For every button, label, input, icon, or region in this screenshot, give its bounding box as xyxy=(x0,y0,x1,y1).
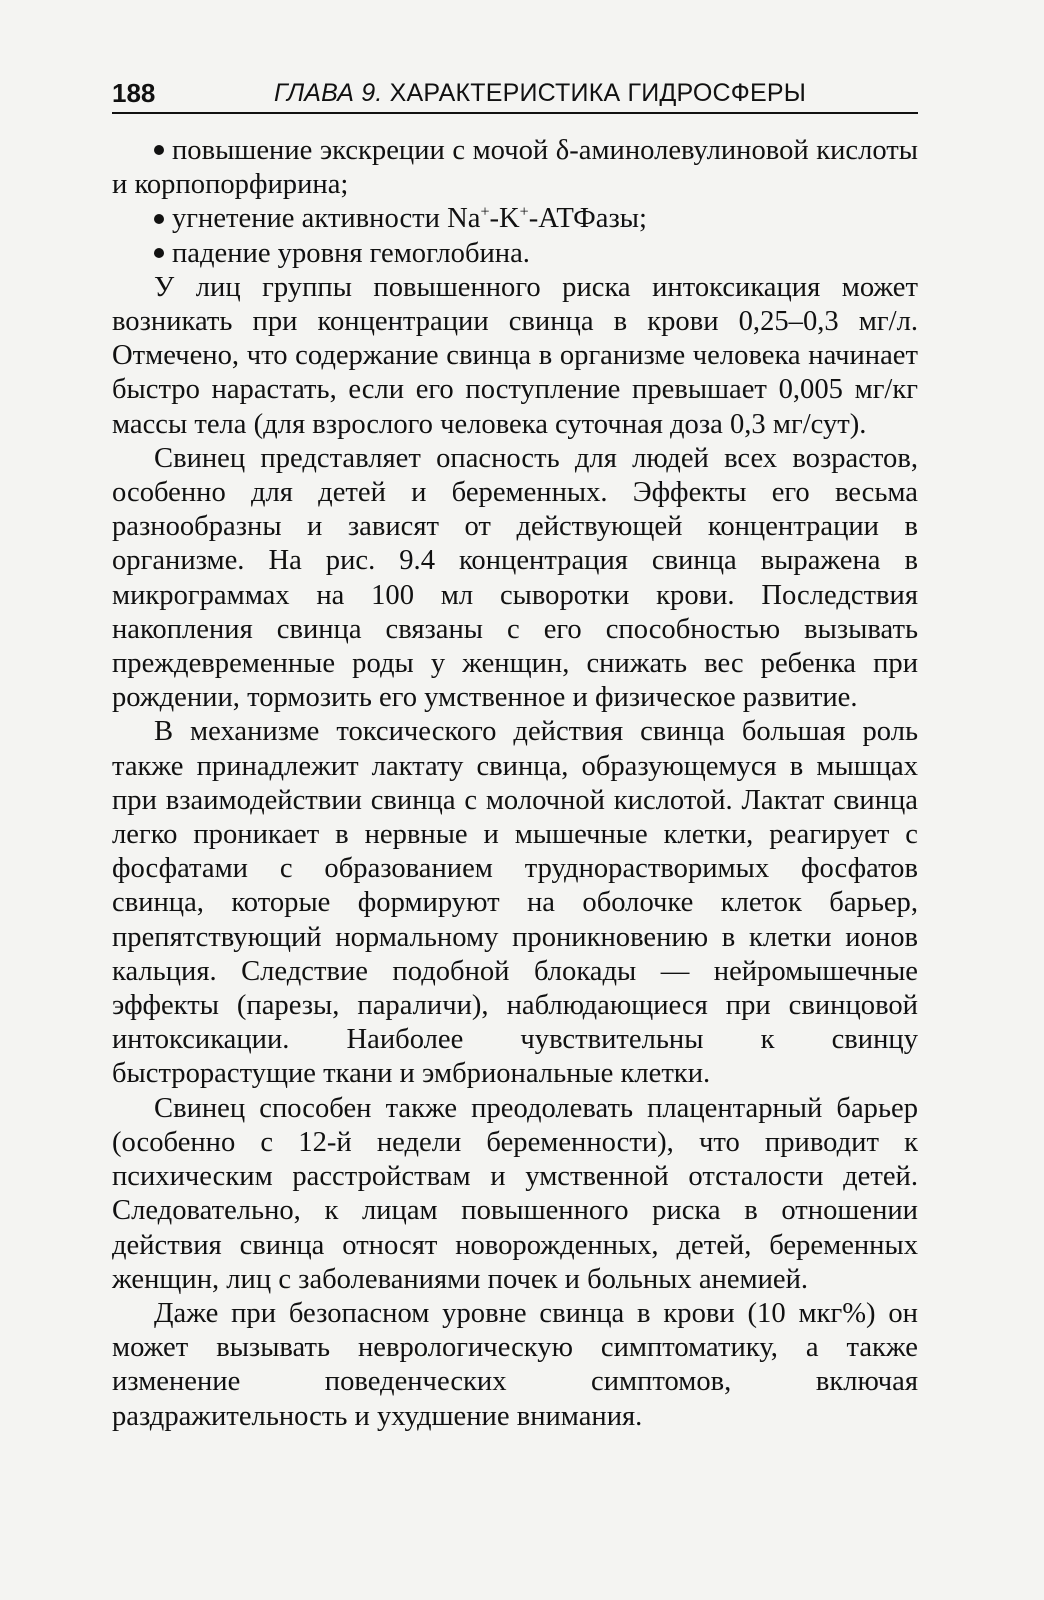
superscript-plus: + xyxy=(480,203,490,221)
list-item xyxy=(112,237,918,271)
page-number: 188 xyxy=(112,78,156,108)
list-item-text: падение уровня гемоглобина. xyxy=(172,237,530,269)
bullet-icon xyxy=(154,214,164,224)
chapter-title: ХАРАКТЕРИСТИКА ГИДРОСФЕРЫ xyxy=(389,79,807,107)
body-text xyxy=(112,134,918,1434)
paragraph: Даже при безопасном уровне свинца в крови (10 мкг%) он может вызывать неврологическую симптоматику, а также изменение поведенческих симптомов, включая раздражительность и ухудшение внимания. xyxy=(112,1297,918,1432)
list-item-text: -K xyxy=(489,203,520,235)
paragraph: Свинец представляет опасность для людей всех возрастов, особенно для детей и беременных. Эффекты его весьма разнообразны и зависят от действующей концентрации в организме. На рис. 9.4 концентрация свинца выражена в микрограммах на 100 мл сыворотки крови. Последствия накопления свинца связаны с его способностью вызывать преждевременные роды у женщин, снижать вес ребенка при рождении, тормозить его умственное и физическое развитие. xyxy=(112,442,918,714)
bullet-icon xyxy=(154,248,164,258)
chapter-heading xyxy=(274,78,806,108)
list-item-text: угнетение активности Na xyxy=(172,203,481,235)
book-page xyxy=(112,70,918,1570)
paragraph: В механизме токсического действия свинца большая роль также принадлежит лактату свинца, образующемуся в мышцах при взаимодействии свинца с молочной кислотой. Лактат свинца легко проникает в нервные и мышечные клетки, реагирует с фосфатами с образованием труднорастворимых фосфатов свинца, которые формируют на оболочке клеток барьер, препятствующий нормальному проникновению в клетки ионов кальция. Следствие подобной блокады — нейромышечные эффекты (парезы, параличи), наблюдающиеся при свинцовой интоксикации. Наиболее чувствительны к свинцу быстрорастущие ткани и эмбриональные клетки. xyxy=(112,716,918,1090)
chapter-label: ГЛАВА 9. xyxy=(274,79,383,107)
list-item xyxy=(112,134,918,202)
paragraph: Свинец способен также преодолевать плацентарный барьер (особенно с 12-й недели беременности), что приводит к психическим расстройствам и умственной отсталости детей. Следовательно, к лицам повышенного риска в отношении действия свинца относят новорожденных, детей, беременных женщин, лиц с заболеваниями почек и больных анемией. xyxy=(112,1092,918,1295)
paragraph: У лиц группы повышенного риска интоксикация может возникать при концентрации свинца в крови 0,25–0,3 мг/л. Отмечено, что содержание свинца в организме человека начинает быстро нарастать, если его поступление превышает 0,005 мг/кг массы тела (для взрослого человека суточная доза 0,3 мг/сут). xyxy=(112,271,918,440)
list-item xyxy=(112,202,918,236)
list-item-text: -АТФазы; xyxy=(528,203,647,235)
bullet-icon xyxy=(154,145,164,155)
list-item-text: повышение экскреции с мочой δ-аминолевулиновой кислоты и корпопорфирина; xyxy=(112,135,918,201)
running-head xyxy=(112,70,918,114)
superscript-plus: + xyxy=(519,203,529,221)
